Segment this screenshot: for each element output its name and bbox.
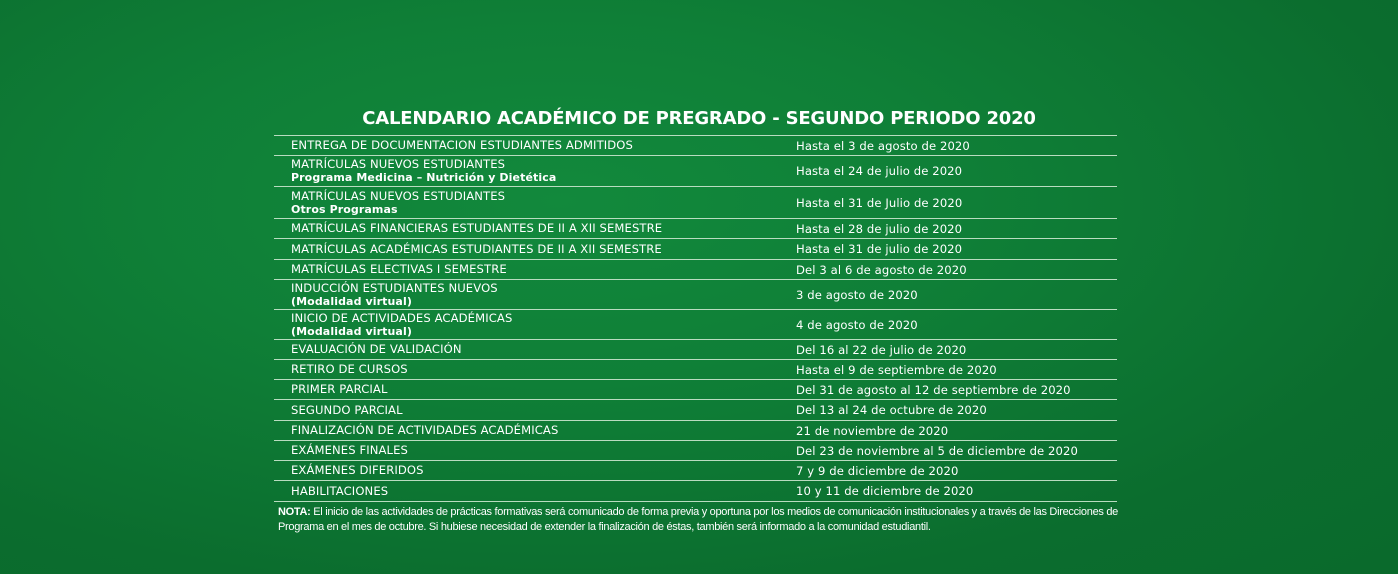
activity-cell	[274, 485, 779, 498]
table-row	[274, 461, 1117, 481]
activity-cell	[274, 444, 779, 457]
table-row	[274, 156, 1117, 187]
activity-cell	[274, 222, 779, 235]
activity-cell	[274, 158, 779, 184]
activity-cell	[274, 424, 779, 437]
date-cell: Hasta el 24 de julio de 2020	[796, 164, 963, 178]
activity-label: PRIMER PARCIAL	[291, 382, 388, 396]
note-text: El inicio de las actividades de prácticas formativas será comunicado de forma previa y oportuna por los medios de comunicación institucionales y a través de las Direcciones de Programa en el mes de octubre. Si hubiese necesidad de extender la finalización de éstas, también será informado a la comunidad estudiantil.	[278, 506, 1118, 533]
date-cell: Hasta el 31 de Julio de 2020	[796, 195, 963, 210]
activity-sublabel: Otros Programas	[291, 202, 398, 216]
date-cell: Del 31 de agosto al 12 de septiembre de 2020	[796, 382, 1071, 397]
activity-label: RETIRO DE CURSOS	[291, 362, 408, 376]
activity-cell	[274, 404, 779, 417]
table-row	[274, 239, 1117, 260]
activity-cell	[274, 282, 779, 308]
table-row	[274, 380, 1117, 400]
activity-cell	[274, 464, 779, 477]
date-cell: 3 de agosto de 2020	[796, 287, 918, 302]
activity-label: EXÁMENES FINALES	[291, 443, 409, 457]
activity-label: MATRÍCULAS NUEVOS ESTUDIANTES	[291, 188, 506, 203]
table-row	[274, 310, 1117, 340]
activity-label: MATRÍCULAS FINANCIERAS ESTUDIANTES DE II A XII SEMESTRE	[291, 221, 663, 235]
date-cell: Hasta el 3 de agosto de 2020	[796, 138, 970, 153]
note-label: NOTA:	[278, 506, 311, 518]
activity-cell	[274, 312, 779, 338]
date-cell: 10 y 11 de diciembre de 2020	[796, 484, 974, 498]
activity-label: INICIO DE ACTIVIDADES ACADÉMICAS	[291, 310, 513, 325]
table-row	[274, 421, 1117, 441]
activity-label: INDUCCIÓN ESTUDIANTES NUEVOS	[291, 280, 498, 295]
activity-label: FINALIZACIÓN DE ACTIVIDADES ACADÉMICAS	[291, 423, 559, 437]
table-row	[274, 340, 1117, 360]
activity-cell	[274, 190, 779, 216]
table-row	[274, 441, 1117, 461]
date-cell: 21 de noviembre de 2020	[796, 423, 949, 438]
activity-label: ENTREGA DE DOCUMENTACION ESTUDIANTES ADMITIDOS	[291, 138, 633, 152]
activity-cell	[274, 243, 779, 256]
activity-label: MATRÍCULAS ACADÉMICAS ESTUDIANTES DE II A XII SEMESTRE	[291, 241, 662, 256]
activity-cell	[274, 263, 779, 276]
table-row	[274, 136, 1117, 156]
table-row	[274, 219, 1117, 239]
date-cell: Del 16 al 22 de julio de 2020	[796, 342, 967, 357]
activity-cell	[274, 363, 779, 376]
calendar-title: CALENDARIO ACADÉMICO DE PREGRADO - SEGUNDO PERIODO 2020	[362, 108, 1036, 129]
activity-label: MATRÍCULAS NUEVOS ESTUDIANTES	[291, 157, 506, 171]
table-row	[274, 360, 1117, 380]
date-cell: Hasta el 9 de septiembre de 2020	[796, 362, 997, 377]
table-row	[274, 280, 1117, 310]
activity-label: MATRÍCULAS ELECTIVAS I SEMESTRE	[291, 262, 507, 276]
table-row	[274, 400, 1117, 421]
activity-cell	[274, 139, 779, 152]
activity-label: EVALUACIÓN DE VALIDACIÓN	[291, 342, 462, 356]
activity-cell	[274, 383, 779, 396]
date-cell: Hasta el 28 de julio de 2020	[796, 221, 963, 236]
activity-label: EXÁMENES DIFERIDOS	[291, 463, 424, 477]
date-cell: Del 13 al 24 de octubre de 2020	[796, 403, 987, 417]
calendar-table	[274, 135, 1117, 502]
activity-sublabel: (Modalidad virtual)	[291, 324, 412, 338]
activity-label: SEGUNDO PARCIAL	[291, 402, 403, 417]
activity-label: HABILITACIONES	[291, 483, 389, 498]
date-cell: 7 y 9 de diciembre de 2020	[796, 463, 959, 478]
activity-cell	[274, 343, 779, 356]
activity-sublabel: (Modalidad virtual)	[291, 294, 412, 308]
table-row	[274, 481, 1117, 502]
date-cell: Del 23 de noviembre al 5 de diciembre de 2020	[796, 443, 1078, 458]
activity-sublabel: Programa Medicina – Nutrición y Dietética	[291, 171, 557, 184]
date-cell: Hasta el 31 de julio de 2020	[796, 242, 963, 256]
table-row	[274, 187, 1117, 219]
date-cell: Del 3 al 6 de agosto de 2020	[796, 262, 967, 277]
footnote	[278, 505, 1128, 535]
table-row	[274, 260, 1117, 280]
date-cell: 4 de agosto de 2020	[796, 317, 918, 332]
